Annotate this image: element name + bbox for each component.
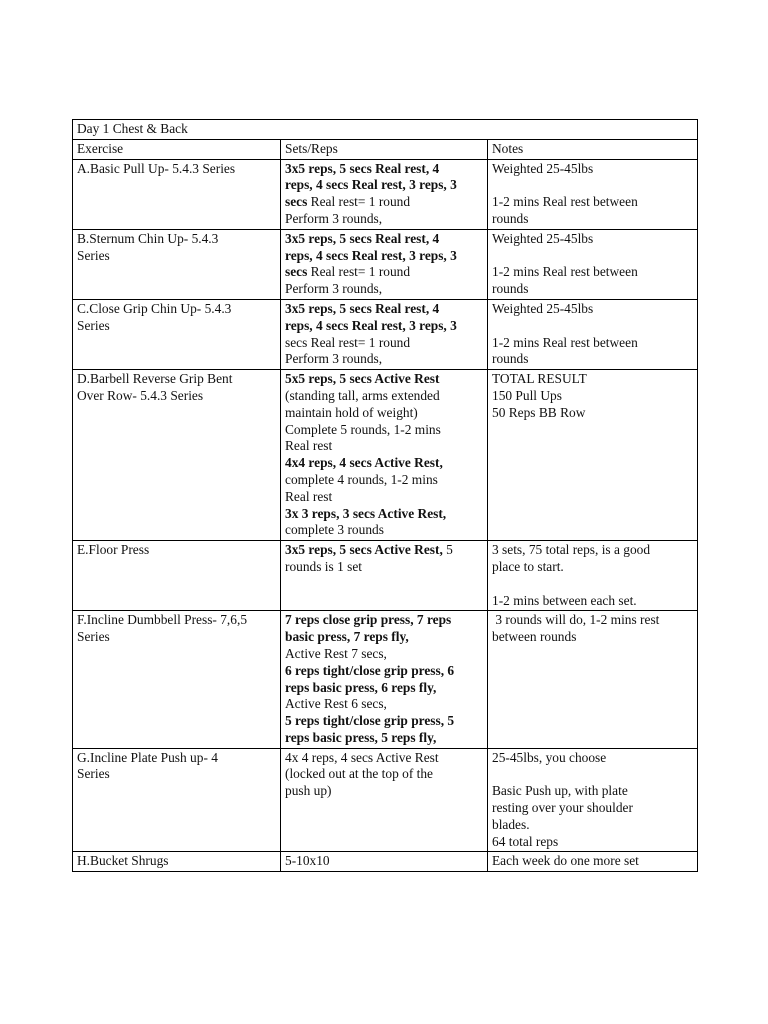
table-row — [73, 611, 698, 748]
sets-reps-line — [285, 335, 483, 352]
sets-reps-bold-text: 5x5 reps, 5 secs Active Rest — [285, 371, 440, 387]
sets-reps-line — [285, 318, 483, 335]
sets-reps-line — [285, 281, 483, 298]
sets-reps-bold-text: reps, 4 secs Real rest, 3 reps, 3 — [285, 317, 457, 333]
exercise-name-line: Series — [77, 317, 110, 333]
sets-reps-text: Active Rest 7 secs, — [285, 645, 387, 661]
notes-line: 1-2 mins Real rest between — [492, 264, 638, 280]
sets-reps-line — [285, 351, 483, 368]
sets-reps-text: Complete 5 rounds, 1-2 mins — [285, 421, 441, 437]
exercise-name-line: E.Floor Press — [77, 542, 150, 558]
sets-reps-text: (standing tall, arms extended — [285, 387, 440, 403]
sets-reps-cell — [281, 370, 488, 541]
sets-reps-line — [285, 177, 483, 194]
notes-spacer — [492, 318, 693, 335]
notes-line: rounds — [492, 281, 529, 297]
sets-reps-text: rounds is 1 set — [285, 558, 362, 574]
table-title: Day 1 Chest & Back — [73, 120, 698, 140]
exercise-cell — [73, 541, 281, 611]
notes-line: 3 sets, 75 total reps, is a good — [492, 542, 651, 558]
sets-reps-line — [285, 211, 483, 228]
sets-reps-bold-text: secs — [285, 264, 308, 280]
header-row — [73, 139, 698, 159]
sets-reps-text: 4x 4 reps, 4 secs Active Rest — [285, 749, 439, 765]
notes-line: 150 Pull Ups — [492, 387, 562, 403]
notes-line: 1-2 mins between each set. — [492, 592, 637, 608]
sets-reps-text: 5-10x10 — [285, 853, 330, 869]
sets-reps-line — [285, 388, 483, 405]
notes-cell — [488, 370, 698, 541]
sets-reps-cell — [281, 229, 488, 299]
sets-reps-line — [285, 730, 483, 747]
notes-line: 3 rounds will do, 1-2 mins rest — [492, 612, 660, 628]
table-row — [73, 370, 698, 541]
sets-reps-bold-text: reps, 4 secs Real rest, 3 reps, 3 — [285, 177, 457, 193]
exercise-name-line: Over Row- 5.4.3 Series — [77, 387, 204, 403]
sets-reps-line — [285, 231, 483, 248]
header-sets-reps: Sets/Reps — [281, 139, 488, 159]
sets-reps-line — [285, 766, 483, 783]
sets-reps-line — [285, 629, 483, 646]
sets-reps-cell — [281, 611, 488, 748]
sets-reps-line — [285, 455, 483, 472]
sets-reps-line — [285, 161, 483, 178]
exercise-cell — [73, 852, 281, 872]
notes-line: TOTAL RESULT — [492, 371, 587, 387]
notes-cell — [488, 611, 698, 748]
sets-reps-cell — [281, 159, 488, 229]
sets-reps-text: secs Real rest= 1 round — [285, 334, 411, 350]
sets-reps-line — [285, 472, 483, 489]
exercise-cell — [73, 159, 281, 229]
exercise-name-line: Series — [77, 766, 110, 782]
sets-reps-line — [285, 696, 483, 713]
sets-reps-line — [285, 506, 483, 523]
sets-reps-text: Real rest — [285, 488, 333, 504]
sets-reps-bold-text: 3x5 reps, 5 secs Real rest, 4 — [285, 230, 440, 246]
table-row — [73, 159, 698, 229]
notes-line: 64 total reps — [492, 833, 559, 849]
sets-reps-text: Real rest= 1 round — [307, 194, 411, 210]
exercise-name-line: D.Barbell Reverse Grip Bent — [77, 371, 233, 387]
sets-reps-bold-text: 6 reps tight/close grip press, 6 — [285, 662, 455, 678]
exercise-name-line: C.Close Grip Chin Up- 5.4.3 — [77, 300, 232, 316]
table-row — [73, 229, 698, 299]
exercise-name-line: G.Incline Plate Push up- 4 — [77, 749, 218, 765]
sets-reps-text: Real rest — [285, 438, 333, 454]
sets-reps-text: 5 — [442, 542, 453, 558]
notes-line: blades. — [492, 816, 530, 832]
sets-reps-line — [285, 422, 483, 439]
sets-reps-line — [285, 783, 483, 800]
sets-reps-text: Perform 3 rounds, — [285, 351, 383, 367]
notes-cell — [488, 229, 698, 299]
notes-line: Weighted 25-45lbs — [492, 230, 594, 246]
sets-reps-cell — [281, 852, 488, 872]
sets-reps-line — [285, 542, 483, 559]
sets-reps-bold-text: 5 reps tight/close grip press, 5 — [285, 713, 455, 729]
sets-reps-line — [285, 248, 483, 265]
exercise-name-line: B.Sternum Chin Up- 5.4.3 — [77, 230, 219, 246]
sets-reps-line — [285, 264, 483, 281]
notes-spacer — [492, 766, 693, 783]
notes-cell — [488, 541, 698, 611]
notes-line: rounds — [492, 351, 529, 367]
title-row — [73, 120, 698, 140]
sets-reps-text: Perform 3 rounds, — [285, 210, 383, 226]
sets-reps-bold-text: reps basic press, 6 reps fly, — [285, 679, 437, 695]
sets-reps-bold-text: 7 reps close grip press, 7 reps — [285, 612, 452, 628]
sets-reps-text: complete 4 rounds, 1-2 mins — [285, 471, 438, 487]
exercise-cell — [73, 370, 281, 541]
table-row — [73, 541, 698, 611]
header-notes: Notes — [488, 139, 698, 159]
notes-cell — [488, 299, 698, 369]
sets-reps-line — [285, 853, 483, 870]
sets-reps-bold-text: basic press, 7 reps fly, — [285, 629, 409, 645]
notes-line: Weighted 25-45lbs — [492, 300, 594, 316]
sets-reps-text: Real rest= 1 round — [307, 264, 411, 280]
sets-reps-text: (locked out at the top of the — [285, 766, 433, 782]
exercise-cell — [73, 748, 281, 852]
notes-line: Basic Push up, with plate — [492, 783, 628, 799]
sets-reps-bold-text: reps, 4 secs Real rest, 3 reps, 3 — [285, 247, 457, 263]
notes-line: between rounds — [492, 629, 577, 645]
notes-line: resting over your shoulder — [492, 800, 633, 816]
sets-reps-text: Active Rest 6 secs, — [285, 696, 387, 712]
sets-reps-text: Perform 3 rounds, — [285, 281, 383, 297]
exercise-name-line: Series — [77, 629, 110, 645]
sets-reps-line — [285, 680, 483, 697]
sets-reps-bold-text: reps basic press, 5 reps fly, — [285, 729, 437, 745]
notes-line: rounds — [492, 210, 529, 226]
notes-spacer — [492, 248, 693, 265]
sets-reps-bold-text: 3x 3 reps, 3 secs Active Rest, — [285, 505, 447, 521]
table-row — [73, 748, 698, 852]
sets-reps-text: complete 3 rounds — [285, 522, 384, 538]
sets-reps-line — [285, 559, 483, 576]
notes-line: 50 Reps BB Row — [492, 404, 586, 420]
sets-reps-bold-text: 3x5 reps, 5 secs Real rest, 4 — [285, 160, 440, 176]
sets-reps-line — [285, 663, 483, 680]
exercise-cell — [73, 299, 281, 369]
notes-cell — [488, 852, 698, 872]
sets-reps-text: maintain hold of weight) — [285, 404, 418, 420]
exercise-name-line: Series — [77, 247, 110, 263]
sets-reps-line — [285, 489, 483, 506]
notes-line: Weighted 25-45lbs — [492, 160, 594, 176]
notes-line: 25-45lbs, you choose — [492, 749, 607, 765]
notes-line: 1-2 mins Real rest between — [492, 334, 638, 350]
sets-reps-line — [285, 713, 483, 730]
sets-reps-line — [285, 646, 483, 663]
notes-spacer — [492, 576, 693, 593]
sets-reps-line — [285, 371, 483, 388]
sets-reps-bold-text: 4x4 reps, 4 secs Active Rest, — [285, 455, 443, 471]
sets-reps-bold-text: 3x5 reps, 5 secs Real rest, 4 — [285, 300, 440, 316]
sets-reps-cell — [281, 541, 488, 611]
sets-reps-cell — [281, 748, 488, 852]
exercise-name-line: H.Bucket Shrugs — [77, 853, 169, 869]
sets-reps-line — [285, 194, 483, 211]
exercise-cell — [73, 611, 281, 748]
sets-reps-text: push up) — [285, 783, 332, 799]
exercise-name-line: A.Basic Pull Up- 5.4.3 Series — [77, 160, 236, 176]
sets-reps-cell — [281, 299, 488, 369]
notes-spacer — [492, 177, 693, 194]
sets-reps-line — [285, 405, 483, 422]
sets-reps-bold-text: secs — [285, 194, 308, 210]
notes-cell — [488, 159, 698, 229]
workout-table-body — [73, 120, 698, 872]
exercise-name-line: F.Incline Dumbbell Press- 7,6,5 — [77, 612, 248, 628]
notes-line: 1-2 mins Real rest between — [492, 194, 638, 210]
notes-cell — [488, 748, 698, 852]
notes-line: Each week do one more set — [492, 853, 639, 869]
sets-reps-line — [285, 750, 483, 767]
exercise-cell — [73, 229, 281, 299]
notes-line: place to start. — [492, 558, 564, 574]
table-row — [73, 299, 698, 369]
sets-reps-line — [285, 301, 483, 318]
sets-reps-bold-text: 3x5 reps, 5 secs Active Rest, — [285, 542, 443, 558]
table-row — [73, 852, 698, 872]
sets-reps-line — [285, 612, 483, 629]
workout-table — [72, 119, 698, 872]
header-exercise: Exercise — [73, 139, 281, 159]
sets-reps-line — [285, 438, 483, 455]
sets-reps-line — [285, 522, 483, 539]
